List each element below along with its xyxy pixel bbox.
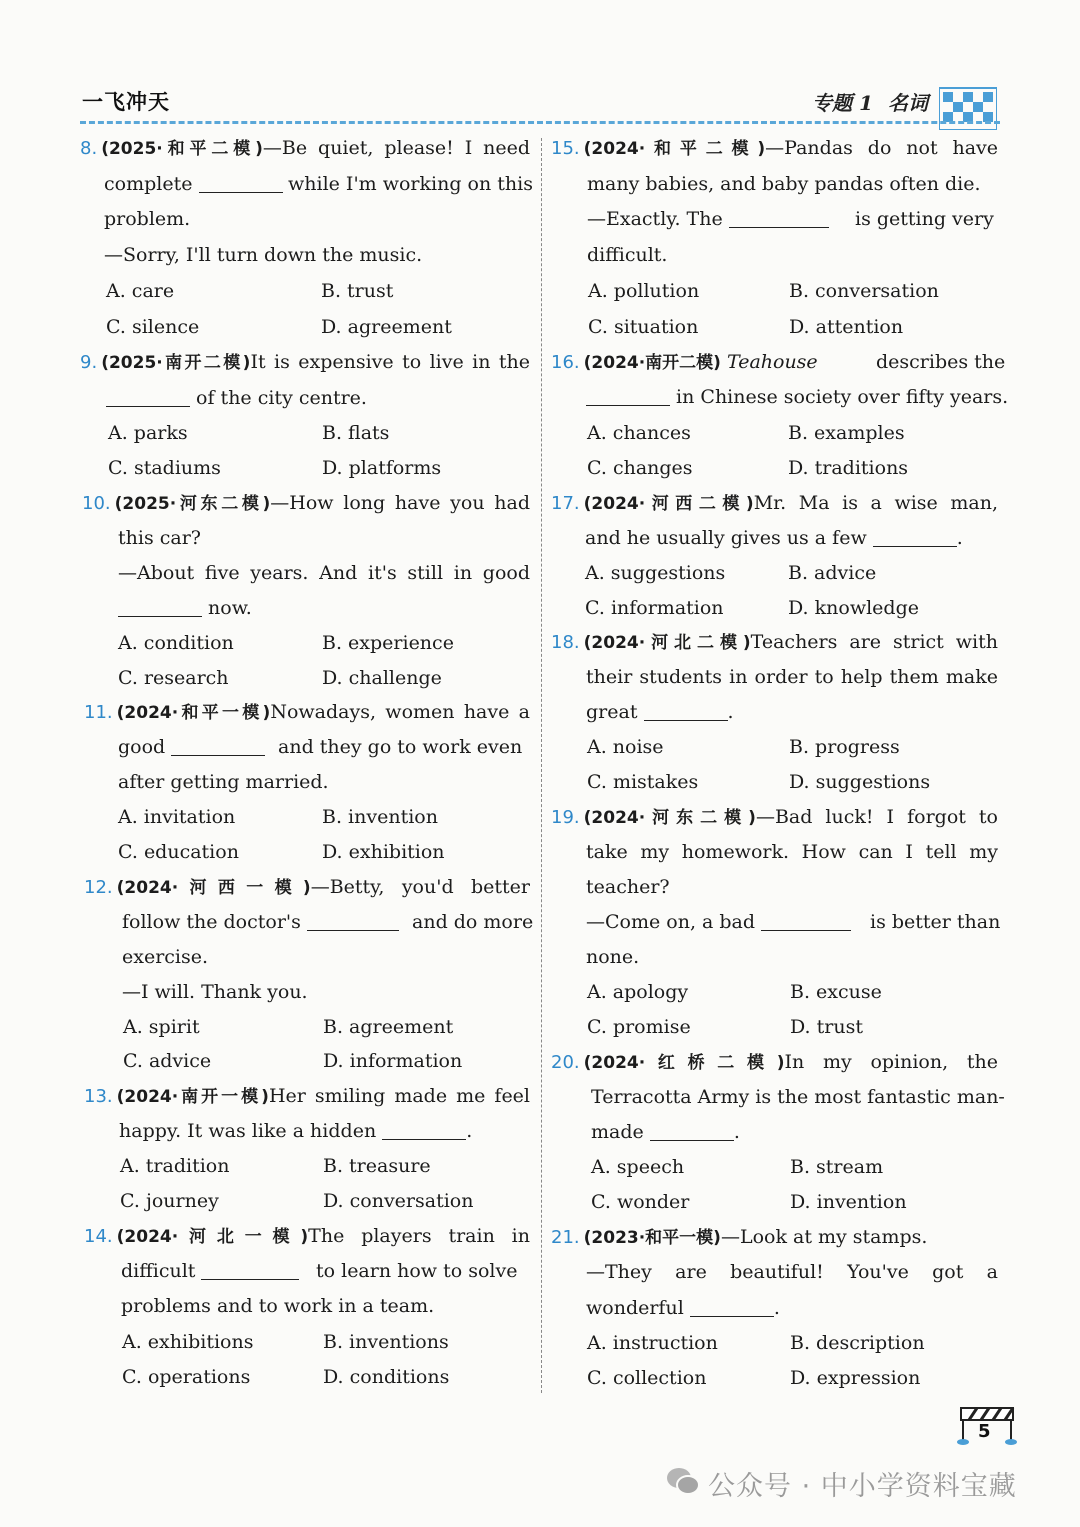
option-d[interactable]: D. agreement xyxy=(321,316,452,338)
wechat-icon xyxy=(666,1466,700,1496)
question-number: 13. xyxy=(84,1086,113,1107)
question-text: The players train in xyxy=(308,1225,530,1247)
question-text: good xyxy=(118,736,166,758)
option-a[interactable]: A. noise xyxy=(587,736,664,758)
question-10-line3: —About five years. And it's still in good xyxy=(118,562,530,584)
answer-blank[interactable] xyxy=(873,528,957,547)
option-c[interactable]: C. information xyxy=(585,597,724,619)
question-12-stem xyxy=(84,875,530,900)
question-text: —Exactly. The xyxy=(587,208,723,230)
option-b[interactable]: B. treasure xyxy=(323,1155,431,1177)
question-12-line2 xyxy=(122,910,399,934)
question-15-line3 xyxy=(587,207,829,231)
question-17-line2 xyxy=(585,526,963,550)
question-text: . xyxy=(466,1120,473,1142)
question-15-stem xyxy=(551,136,998,161)
option-c[interactable]: C. changes xyxy=(587,457,693,479)
option-d[interactable]: D. platforms xyxy=(322,457,442,479)
option-a[interactable]: A. chances xyxy=(587,422,691,444)
option-c[interactable]: C. journey xyxy=(120,1190,219,1212)
question-12-line3: exercise. xyxy=(122,946,209,968)
question-text: great xyxy=(586,701,638,723)
question-20-line3 xyxy=(591,1120,740,1144)
question-15-line2: many babies, and baby pandas often die. xyxy=(587,173,981,195)
question-text: follow the doctor's xyxy=(122,911,301,933)
question-11-line2b: and they go to work even xyxy=(278,736,523,758)
option-d[interactable]: D. exhibition xyxy=(322,841,445,863)
option-b[interactable]: B. trust xyxy=(321,280,394,302)
answer-blank[interactable] xyxy=(644,702,728,721)
question-15-line4: difficult. xyxy=(587,244,668,266)
answer-blank[interactable] xyxy=(729,209,829,228)
question-text: —Look at my stamps. xyxy=(720,1226,928,1248)
answer-blank[interactable] xyxy=(118,598,202,617)
question-text: made xyxy=(591,1121,644,1143)
option-d[interactable]: D. invention xyxy=(790,1191,907,1213)
question-source: (2024·红桥二模) xyxy=(583,1053,785,1073)
question-19-line5: none. xyxy=(586,946,640,968)
question-18-line3 xyxy=(586,700,734,724)
question-19-stem xyxy=(551,805,998,830)
question-8-line2 xyxy=(104,172,283,196)
question-text: . xyxy=(727,701,734,723)
question-number: 16. xyxy=(551,352,580,373)
question-14-line3: problems and to work in a team. xyxy=(121,1295,435,1317)
question-source: (2024·南开二模) xyxy=(583,353,721,373)
question-source: (2025·和平二模) xyxy=(101,139,263,159)
option-b[interactable]: B. experience xyxy=(322,632,454,654)
question-number: 17. xyxy=(551,493,580,514)
option-c[interactable]: C. research xyxy=(118,667,229,689)
question-text: happy. It was like a hidden xyxy=(119,1120,377,1142)
question-19-line4b: is better than xyxy=(870,911,1001,933)
option-c[interactable]: C. promise xyxy=(587,1016,691,1038)
option-a[interactable]: A. care xyxy=(106,280,175,302)
question-10-stem xyxy=(82,491,530,516)
answer-blank[interactable] xyxy=(171,737,265,756)
brand-logo: 一飞冲天 xyxy=(82,90,170,114)
option-d[interactable]: D. challenge xyxy=(322,667,442,689)
question-text: —Come on, a bad xyxy=(586,911,756,933)
question-text: while I'm working on this xyxy=(288,173,533,195)
question-text: complete xyxy=(104,173,193,195)
topic-title xyxy=(804,87,928,116)
question-16-line2 xyxy=(586,385,1008,409)
question-number: 20. xyxy=(551,1052,580,1073)
question-number: 9. xyxy=(80,352,98,373)
option-d[interactable]: D. trust xyxy=(790,1016,863,1038)
question-text: Mr. Ma is a wise man, xyxy=(753,492,998,514)
option-b[interactable]: B. agreement xyxy=(323,1016,454,1038)
question-text: and he usually gives us a few xyxy=(585,527,867,549)
option-c[interactable]: C. collection xyxy=(587,1367,707,1389)
question-10-line2: this car? xyxy=(118,527,201,549)
question-number: 8. xyxy=(80,138,98,159)
option-b[interactable]: B. advice xyxy=(788,562,877,584)
question-14-line2b: to learn how to solve xyxy=(316,1260,518,1282)
watermark-text: 公众号 · 中小学资料宝藏 xyxy=(708,1471,1017,1502)
question-source: (2024·河西一模) xyxy=(116,878,311,898)
question-11-stem xyxy=(84,700,530,725)
option-b[interactable]: B. examples xyxy=(788,422,905,444)
option-d[interactable]: D. information xyxy=(323,1050,463,1072)
option-a[interactable]: A. instruction xyxy=(587,1332,718,1354)
question-text: —Be quiet, please! I need xyxy=(262,137,531,159)
option-a[interactable]: A. suggestions xyxy=(585,562,726,584)
option-a[interactable]: A. invitation xyxy=(118,806,236,828)
question-source: (2023·和平一模) xyxy=(583,1228,721,1248)
question-21-stem xyxy=(551,1225,927,1250)
page-number: 5 xyxy=(978,1421,991,1442)
question-source: (2024·和平一模) xyxy=(116,703,271,723)
question-text: of the city centre. xyxy=(196,387,367,409)
question-source: (2024·河东二模) xyxy=(583,808,756,828)
question-text: Her smiling made me feel xyxy=(268,1085,531,1107)
answer-blank[interactable] xyxy=(201,1261,299,1280)
question-16-stem-b: describes the xyxy=(876,351,1006,373)
column-divider xyxy=(541,138,542,1393)
question-source: (2025·河东二模) xyxy=(114,494,271,514)
question-text: . xyxy=(773,1297,780,1319)
question-number: 11. xyxy=(84,702,113,723)
question-15-line3b: is getting very xyxy=(855,208,994,230)
option-d[interactable]: D. conditions xyxy=(323,1366,450,1388)
question-8-line2b xyxy=(288,172,533,196)
question-9-line2 xyxy=(106,386,367,410)
option-c[interactable]: C. education xyxy=(118,841,239,863)
question-14-stem xyxy=(84,1224,530,1249)
question-text: difficult xyxy=(121,1260,196,1282)
option-b[interactable]: B. description xyxy=(790,1332,925,1354)
option-b[interactable]: B. progress xyxy=(789,736,900,758)
question-number: 10. xyxy=(82,493,111,514)
question-13-stem xyxy=(84,1084,530,1109)
question-source: (2024·河北一模) xyxy=(116,1227,309,1247)
question-number: 12. xyxy=(84,877,113,898)
question-19-line3: teacher? xyxy=(586,876,670,898)
question-10-line4 xyxy=(118,596,252,620)
question-source: (2024·河西二模) xyxy=(583,494,754,514)
option-a[interactable]: A. parks xyxy=(108,422,188,444)
question-text: —Betty, you'd better xyxy=(310,876,531,898)
question-number: 18. xyxy=(551,632,580,653)
question-text: It is expensive to live in the xyxy=(250,351,531,373)
option-c[interactable]: C. silence xyxy=(106,316,200,338)
option-c[interactable]: C. operations xyxy=(122,1366,251,1388)
question-9-stem xyxy=(80,350,530,375)
option-a[interactable]: A. exhibitions xyxy=(122,1331,254,1353)
answer-blank[interactable] xyxy=(690,1298,774,1317)
question-source: (2025·南开二模) xyxy=(101,353,251,373)
question-21-line3 xyxy=(586,1296,780,1320)
answer-blank[interactable] xyxy=(199,174,283,193)
option-b[interactable]: B. invention xyxy=(322,806,438,828)
option-d[interactable]: D. suggestions xyxy=(789,771,931,793)
answer-blank[interactable] xyxy=(307,912,399,931)
question-12-line2b: and do more xyxy=(412,911,534,933)
topic-label: 专题 1 xyxy=(812,91,874,115)
question-16-stem xyxy=(551,350,818,375)
option-a[interactable]: A. pollution xyxy=(588,280,700,302)
question-8-line3: problem. xyxy=(104,208,191,230)
option-b[interactable]: B. excuse xyxy=(790,981,882,1003)
answer-blank[interactable] xyxy=(586,387,670,406)
option-d[interactable]: D. expression xyxy=(790,1367,921,1389)
question-21-line2: —They are beautiful! You've got a xyxy=(586,1261,998,1283)
option-a[interactable]: A. speech xyxy=(591,1156,685,1178)
option-c[interactable]: C. advice xyxy=(123,1050,212,1072)
question-number: 15. xyxy=(551,138,580,159)
question-text: . xyxy=(733,1121,740,1143)
option-c[interactable]: C. stadiums xyxy=(108,457,221,479)
question-text: —Pandas do not have xyxy=(765,137,999,159)
question-19-line2: take my homework. How can I tell my xyxy=(586,841,998,863)
option-a[interactable]: A. apology xyxy=(587,981,689,1003)
question-text: now. xyxy=(208,597,252,619)
book-title: Teahouse xyxy=(727,351,818,373)
question-18-stem xyxy=(551,630,998,655)
option-b[interactable]: B. inventions xyxy=(323,1331,449,1353)
answer-blank[interactable] xyxy=(382,1121,466,1140)
option-a[interactable]: A. spirit xyxy=(123,1016,200,1038)
option-d[interactable]: D. knowledge xyxy=(788,597,919,619)
option-b[interactable]: B. stream xyxy=(790,1156,884,1178)
question-20-stem xyxy=(551,1050,998,1075)
question-text: wonderful xyxy=(586,1297,684,1319)
option-b[interactable]: B. flats xyxy=(322,422,390,444)
question-text: . xyxy=(956,527,963,549)
option-c[interactable]: C. mistakes xyxy=(587,771,699,793)
question-number: 14. xyxy=(84,1226,113,1247)
question-number: 19. xyxy=(551,807,580,828)
question-20-line2: Terracotta Army is the most fantastic man- xyxy=(591,1086,1005,1108)
question-source: (2024·南开一模) xyxy=(116,1087,269,1107)
question-8-line4: —Sorry, I'll turn down the music. xyxy=(104,244,423,266)
question-19-line4 xyxy=(586,910,851,934)
option-a[interactable]: A. tradition xyxy=(120,1155,230,1177)
question-13-line2 xyxy=(119,1119,472,1143)
question-text: Teachers are strict with xyxy=(750,631,999,653)
option-d[interactable]: D. attention xyxy=(789,316,904,338)
question-18-line2: their students in order to help them make xyxy=(586,666,998,688)
option-c[interactable]: C. situation xyxy=(588,316,699,338)
page-header xyxy=(80,80,1000,130)
question-number: 21. xyxy=(551,1227,580,1248)
header-divider xyxy=(80,121,1000,124)
option-a[interactable]: A. condition xyxy=(118,632,234,654)
question-11-line3: after getting married. xyxy=(118,771,329,793)
question-source: (2024·河北二模) xyxy=(583,633,751,653)
question-11-line2 xyxy=(118,735,265,759)
topic-name: 名词 xyxy=(888,91,928,115)
answer-blank[interactable] xyxy=(761,912,851,931)
question-source: (2024·和平二模) xyxy=(583,139,766,159)
question-12-line4: —I will. Thank you. xyxy=(122,981,308,1003)
option-d[interactable]: D. conversation xyxy=(323,1190,474,1212)
question-17-stem xyxy=(551,491,998,516)
question-14-line2 xyxy=(121,1259,299,1283)
question-text: —How long have you had xyxy=(270,492,530,514)
answer-blank[interactable] xyxy=(106,388,190,407)
question-text: In my opinion, the xyxy=(784,1051,999,1073)
question-8-stem xyxy=(80,136,530,161)
answer-blank[interactable] xyxy=(650,1122,734,1141)
option-c[interactable]: C. wonder xyxy=(591,1191,690,1213)
option-d[interactable]: D. traditions xyxy=(788,457,909,479)
question-text: —Bad luck! I forgot to xyxy=(755,806,999,828)
question-text: in Chinese society over fifty years. xyxy=(676,386,1009,408)
question-text: Nowadays, women have a xyxy=(270,701,531,723)
option-b[interactable]: B. conversation xyxy=(789,280,939,302)
